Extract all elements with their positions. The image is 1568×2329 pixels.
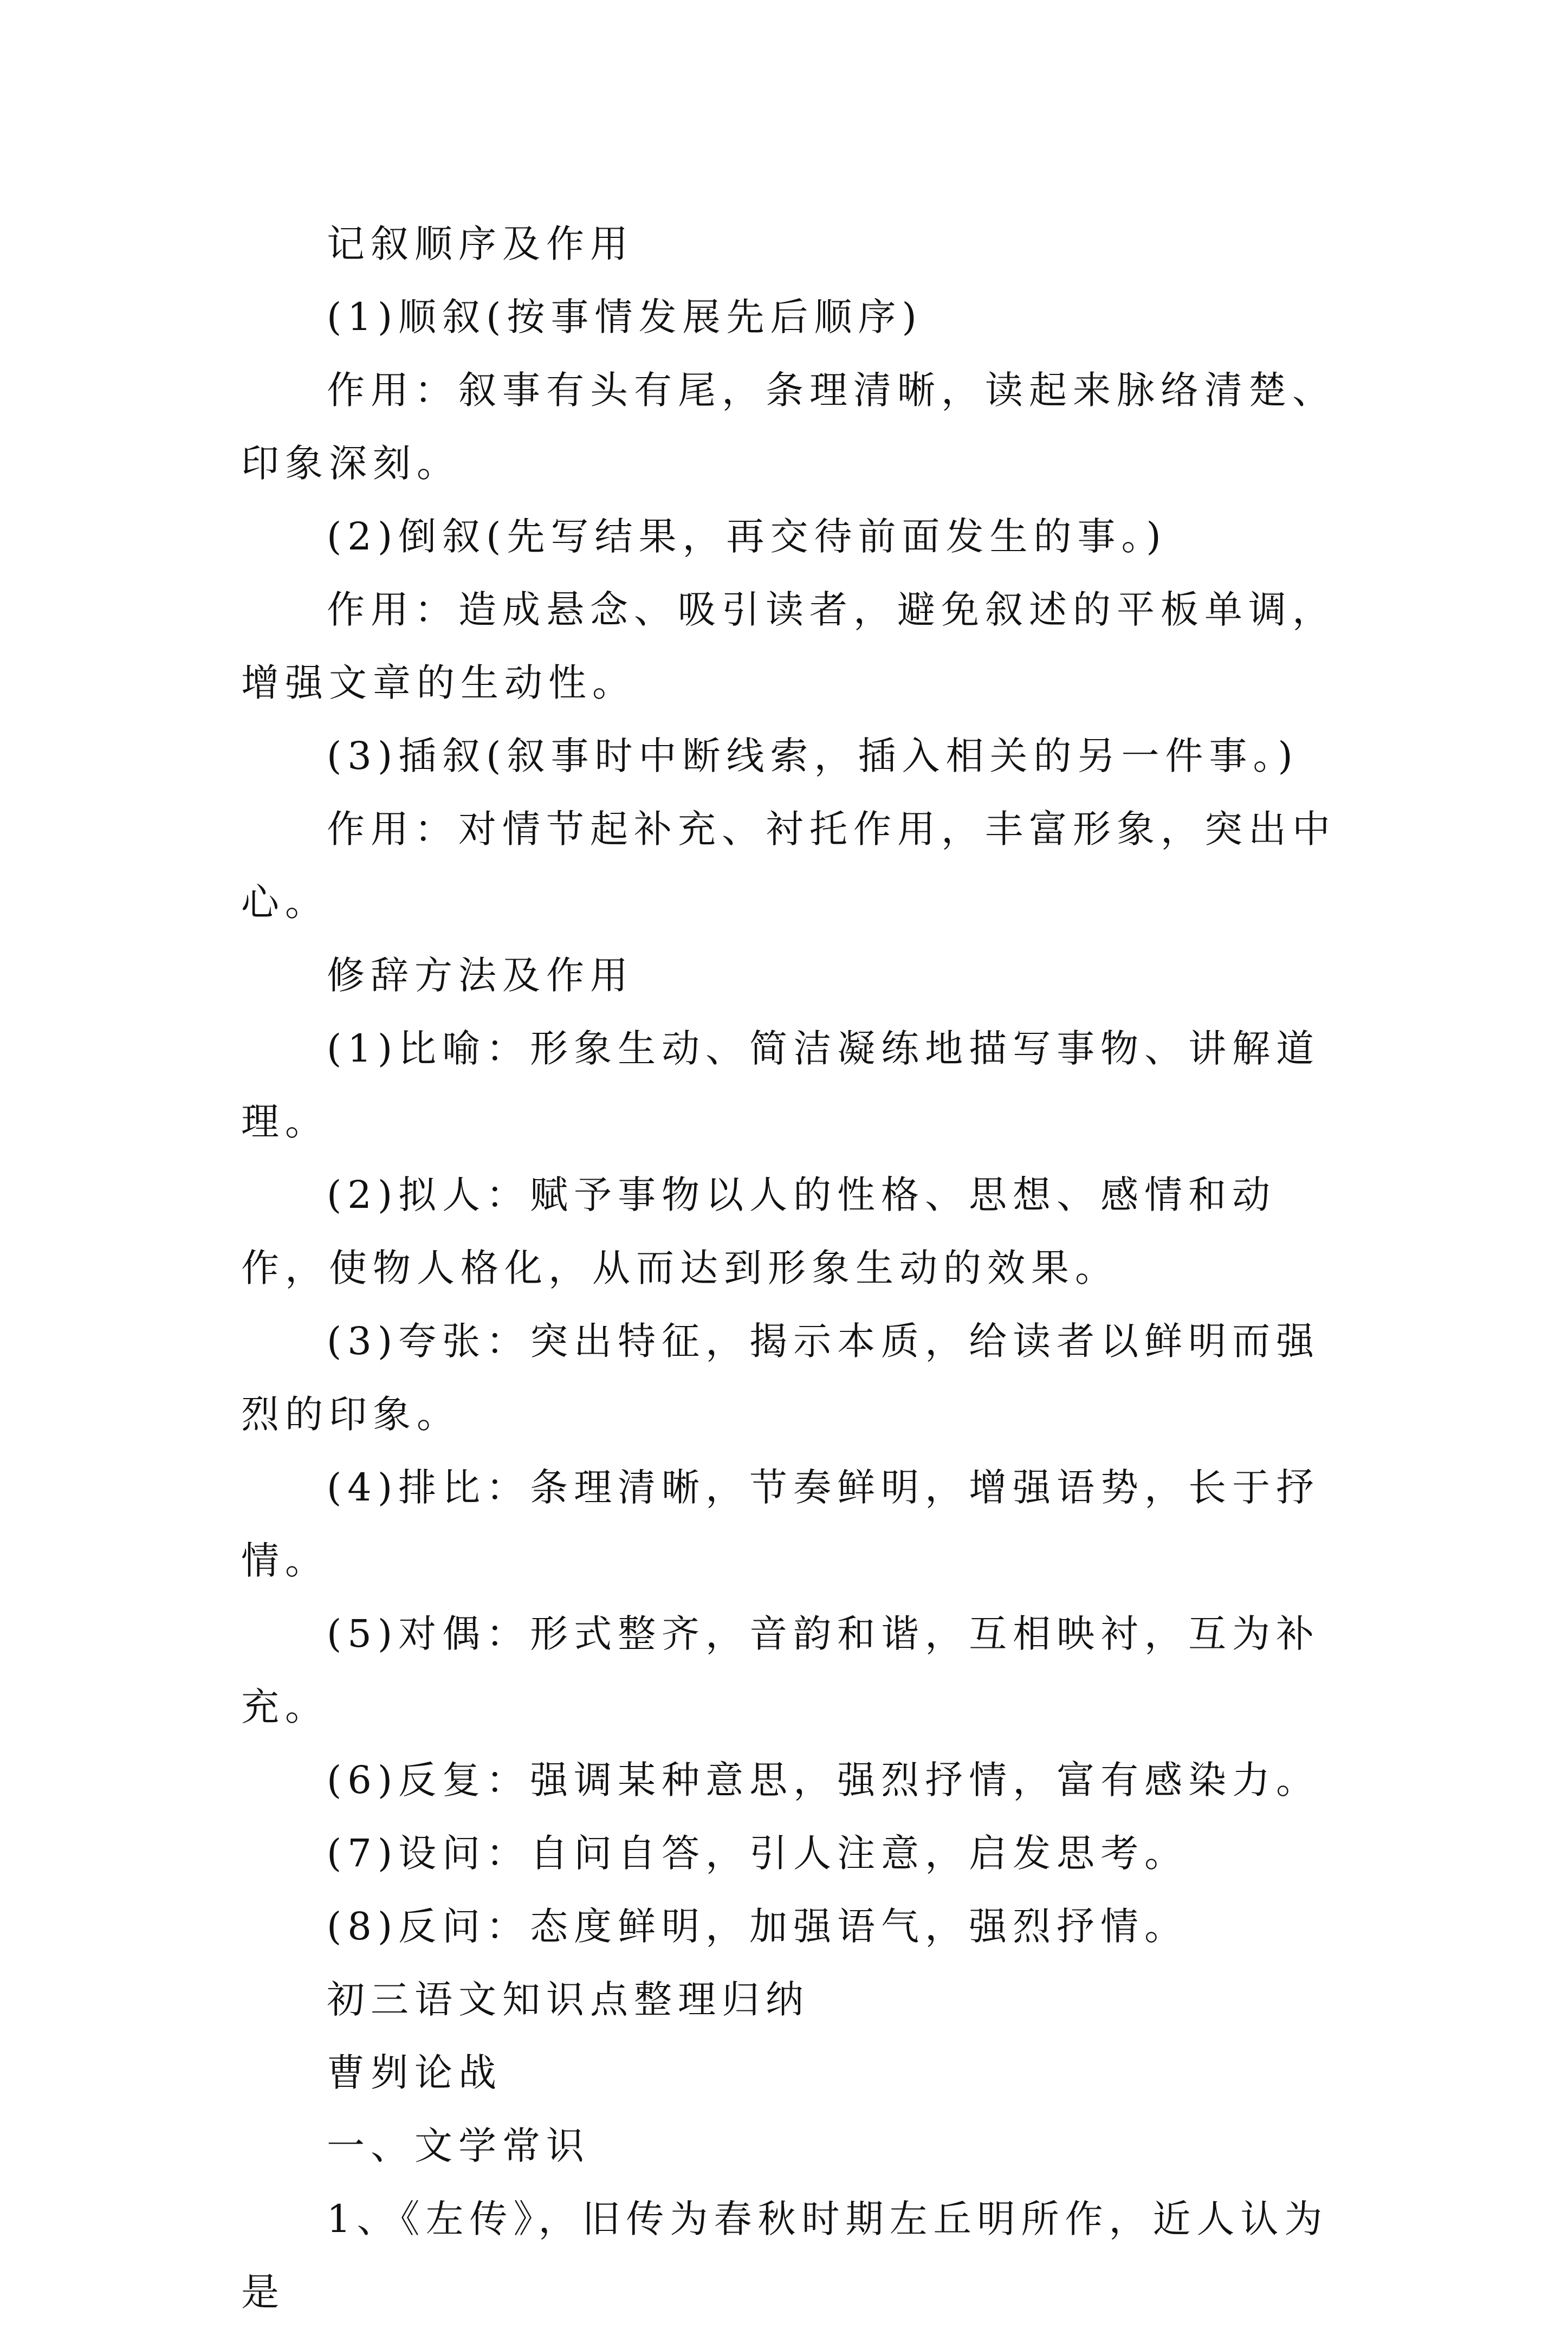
paragraph: (3)夸张：突出特征，揭示本质，给读者以鲜明而强烈的印象。	[241, 1319, 1320, 1437]
paragraph: 作用：叙事有头有尾，条理清晰，读起来脉络清楚、印象深刻。	[241, 368, 1336, 486]
paragraph: (2)拟人：赋予事物以人的性格、思想、感情和动作，使物人格化，从而达到形象生动的效果。	[241, 1173, 1277, 1290]
section-heading-grade9-summary: 初三语文知识点整理归纳	[327, 1977, 809, 2022]
paragraph: (3)插叙(叙事时中断线索，插入相关的另一件事。)	[327, 734, 1299, 778]
paragraph: (2)倒叙(先写结果，再交待前面发生的事。)	[327, 514, 1167, 559]
document-body	[241, 208, 1341, 2329]
paragraph: (5)对偶：形式整齐，音韵和谐，互相映衬，互为补充。	[241, 1612, 1320, 1729]
paragraph: 作用：造成悬念、吸引读者，避免叙述的平板单调，增强文章的生动性。	[241, 587, 1336, 705]
section-heading-narrative-order: 记叙顺序及作用	[327, 222, 634, 266]
section-heading-cao-gui: 曹刿论战	[327, 2050, 502, 2095]
paragraph: (6)反复：强调某种意思，强烈抒情，富有感染力。	[327, 1758, 1320, 1802]
paragraph: (1)顺叙(按事情发展先后顺序)	[327, 295, 923, 339]
paragraph: (7)设问：自问自答，引人注意，启发思考。	[327, 1831, 1189, 1875]
paragraph: (4)排比：条理清晰，节奏鲜明，增强语势，长于抒情。	[241, 1465, 1320, 1583]
paragraph: (8)反问：态度鲜明，加强语气，强烈抒情。	[327, 1904, 1189, 1949]
paragraph: 1、《左传》，旧传为春秋时期左丘明所作，近人认为是	[241, 2197, 1329, 2314]
section-heading-literary-knowledge: 一、文学常识	[327, 2124, 590, 2168]
paragraph: 作用：对情节起补充、衬托作用，丰富形象，突出中心。	[241, 807, 1336, 924]
section-heading-rhetoric: 修辞方法及作用	[327, 953, 634, 998]
paragraph: (1)比喻：形象生动、简洁凝练地描写事物、讲解道理。	[241, 1026, 1320, 1144]
